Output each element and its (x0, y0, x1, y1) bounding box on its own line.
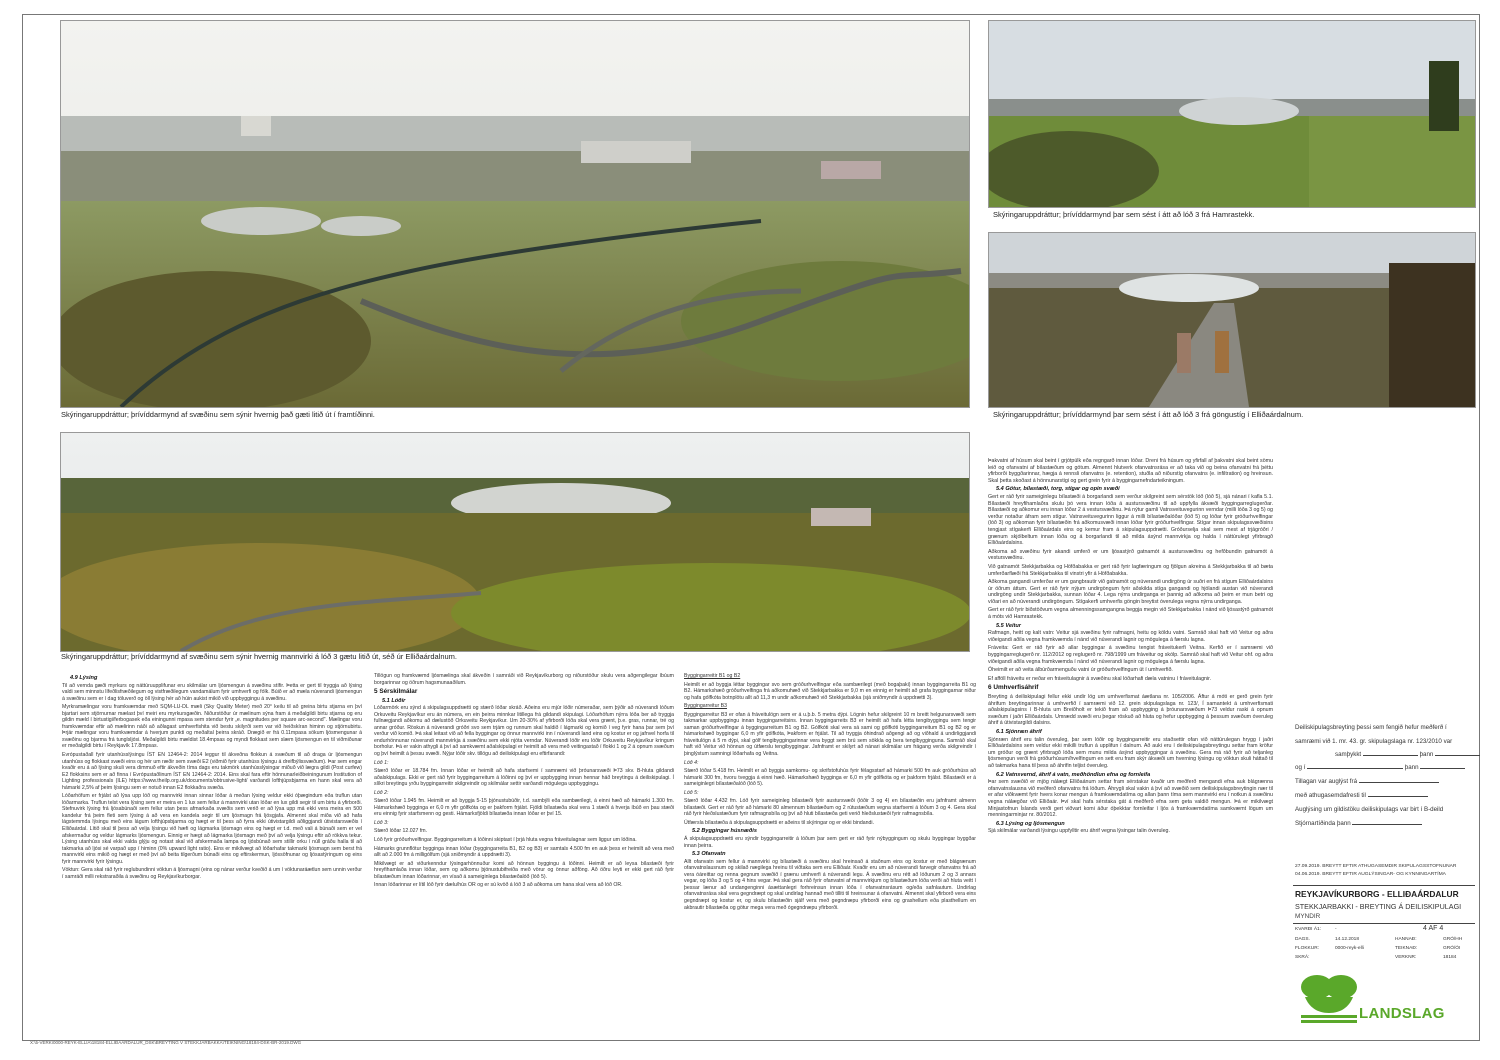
caption-hamrastekk: Skýringaruppdráttur; þrívíddarmynd þar sem sést í átt að lóð 3 frá Hamrastekk. (993, 210, 1255, 219)
hamrastekk-photo (988, 20, 1476, 208)
para: Innan lóðarinnar er lítil lóð fyrir dælu/hús OR og er sú kvöð á lóð 3 að aðkoma um hana skal vera að lóð OR. (374, 882, 623, 889)
label-lod-2: Lóð 2: (374, 789, 389, 796)
drawn-value: GRÓ/ÓI (1443, 946, 1461, 951)
heading-6-1: 6.1 Sjónræn áhrif (996, 728, 1042, 735)
drawn-label: TEIKNAÐ: (1395, 946, 1418, 951)
para: Stærð lóðar 4.432 fm. Lóð fyrir sameiginleg bílastæði fyrir austursvæði (lóðir 3 og 4) en bílastæðin eru jafnframt almenn bílastæði. Gert er ráð fyrir að hámarki 80 almennum bílastæðum og 2 rútustæðum vegna starfsemi á lóðum 3 og 4. Gera skal ráð fyrir hleðslustæðum fyrir rafmagnsbíla og því að hluti bílastæða geti verið hleðslustæði fyrir rafmagnsbíla. (684, 798, 976, 818)
para: Aðkoma að svæðinu fyrir akandi umferð er um ljósastýrð gatnamót á austursvæðinu og hefðbundin gatnamót á vestursvæðinu. (988, 548, 1273, 562)
approval-line-6: með athugasemdafresti til (1295, 792, 1428, 799)
designed-label: HANNAÐ: (1395, 937, 1417, 942)
caption-panorama: Skýringaruppdráttur; þrívíddarmynd af svæðinu sem sýnir hvernig mannvirki á lóð 3 gætu litið út, séð úr Elliðaárdalnum. (61, 652, 458, 661)
heading-5-2: 5.2 Byggingar húsnæðis (692, 828, 757, 835)
para: Stærð lóðar 12.027 fm. (374, 828, 428, 835)
para: Vöktun: Gera skal ráð fyrir reglubundinni vöktun á ljósmagni (eins og nánar verður kveðið á um í vöktunaráætlun sem unnin verður í samráði milli rekstraraðila á svæðinu og Reykjavíkurborgar. (62, 867, 362, 880)
logo-text: LANDSLAG (1359, 1005, 1445, 1022)
para: Rafmagn, heitt og kalt vatn: Veitur sjá svæðinu fyrir rafmagni, heitu og köldu vatni. Samráð skal haft við Veitur og aðra viðeigandi aðila vegna framkvæmda í nánd við núverandi lagnir og mögulega á færslu lagna. (988, 630, 1273, 643)
para: Þar sem svæðið er mjög nálægt Elliðaánum settar fram sérstakar kvaðir um meðferð mengandi efna auk blágrænna ofanvatnslausna við meðferð ofanvatns frá lóðum. Áhrygli skal vakin á því að svæðið sem deiliskipulagsbreytingin nær til er afar viðkvæmt fyrir hvers konar mengun á framkvæmdatíma og allan þann tíma sem mannvirki eru í notkun á svæðinu vegna nálægðar við Elliðaár. Því skal hafa sérstaka gát á meðferð efna sem geta valdið mengun. Þá er mikilvægt Minjastofnun Íslands verði gert viðvart komi áður óþekktar fornleifar í ljós á framkvæmdatíma samkvæmt lögum um menningarminjar nr. 80/2012. (988, 779, 1273, 819)
text-column-3 (684, 673, 976, 1023)
heading-5-5: 5.5 Veitur (996, 622, 1021, 629)
landslag-logo-icon (1295, 973, 1475, 1031)
para: Aðkoma gangandi umferðar er um gangbrautir við gatnamót og núverandi undirgöng úr suðri en frá stígum Elliðaárdalsins úr öðrum áttum. Gert er ráð fyrir nýjum undirgöngum fyrir aðskilda stíga gangandi og hjólandi austan við núverandi undirgöng undir Stekkjarbakka, sunnan lóðar 4. Lega nýrra undirganga er þannig að aðkoma að þeim er mun betri og víðari en að núverandi undirgöngum. Stígakerfi umhverfis göngin breytist óverulega vegna nýrra undirganga. (988, 579, 1273, 605)
org-title: REYKJAVÍKURBORG - ELLIÐAÁRDALUR (1295, 889, 1459, 899)
para: Til að vernda gæði myrkurs og náttúruupplifunar eru skilmálar um ljósmengun á svæðinu stífir. Þetta er gert til tryggja að lýsing valdi sem minnstu lífeðlisfræðilegum og vistfræðilegum vandamálum fyrir umhverfi og fólk. Búið er að mæla núverandi ljósmengun á svæðinu sem er í dag töluverð og öll lýsing hér að húin aukist mikið við uppbyggingu á svæðinu. (62, 682, 362, 702)
para: Breyting á deiliskipulagi fellur ekki undir lög um umhverfismat áætlana nr. 105/2006. Áftur á móti er gerð grein fyrir áhrifum breytingarinnar á umhverfið í samræmi við 12. grein skipulagslaga nr. 123/, Í samantekt á umhverfismati aðalskipulagsins í B-hluta um Breiðholt er tekið fram að uppbygging á þróunarsvæðum Þ73 veldur raski á opnum svæðum í jaðri Elliðaárdals. Umrædd svæði eru þegar röskuð að hluta og hefur uppbygging á þessum svæðum óveruleg áhrif á útivistargildi dalsins. (988, 694, 1273, 727)
para: Lóðarmörk eru sýnd á skipulagsuppdrætti og stærð lóðar skráð. Aðeins eru mjúr lóðir númeraðar, sem þýðir að núverandi lóðum Orkuveitu Reykjavíkur eru án númera, en ein þeirra minnkar litillega frá gildandi skipulagi. Lóðarhöfum nýrra lóða ber að tryggja fullnægjandi aðkomu að dælustöð Orkuveitu Reykjavíkur. Um 20-30% af yfirborði lóða skal vera grænt, þ.e. gras, runnar, tré og annar gróður. Röskun á núverandi gróðri svo sem trjám og runnum skal haldið í lágmarki og komið í veg fyrir hana þar sem því verður við komið. Þá skal leitast við að fella byggingar og önnur mannvirki inn í núverandi land eins og kostur er og jafnvel horfa til endurhönnunar núverandi mannvirkja á svæðinu sem ekki njóta verndar. Núverandi lóðir eru lóðir Orkuveitu Reykjavíkur kringum borholur. Þá er vakin athygli á því að samkvæmt aðalskipulagi er heimilt að vera með veitingastað í flokki 1 og 2 á opnum svæðum og því heimilt á þessu svæði. Nýjar lóðir skv. tillögu að deiliskipulagi eru eftirfarandi: (374, 705, 674, 758)
para: Sjónræn áhrif eru talin óveruleg, þar sem lóðir og byggingarreitir eru staðsettir ofan við náttúrulegan hrygg í jaðri Elliðaárdalsins sem veldur ekki mikilli truflun á upplifun í dalnum. Að auki eru í deiliskipulagsbreytingu settar fram kröfur um gróður og grænt yfirbragð lóða sem munu milda ásýnd uppbyggingar á svæðinu. Gera má ráð fyrir að teljanleg ljósmengun verði frá gróðurhúsum/hvelfingum en sett eru fram skýr ákvæði um hverning lýsingu og vöktun skuli háttað til að takmarka hana til þess að áhrifin teljist óveruleg. (988, 736, 1273, 769)
approval-line-8: Stjórnartíðinda þann (1295, 820, 1422, 827)
para: Á skipulagsuppdrætti eru sýndir byggingarreitir á lóðum þar sem gert er ráð fyrir nýbyggingum og skulu byggingar byggðar innan þeirra. (684, 836, 976, 849)
para: Allt ofanvatn sem fellur á mannvirki og bílastæði á svæðinu skal hreinsað á staðnum eins og kostur er með blágrænum ofanvatnslausnum og skilað nægilega hreinu til viðtaka sem eru Elliðaár. Kvaðir eru um að núverandi farvegir ofanvatns frá að vera óáreittar og renna gegnum svæðið í grænu umhverfi á núverandi legu. Á svæðinu eru rétt að lóðunum 2 og 3 annars vegar, og lóða 3 og 5 og 4 hins vegar. Þá skal gera ráð fyrir ofanvatni af mannvirkjum og bílastæðum lóða verði að hluta veitt í þessar lænur að undangenginni ásættanlegri forhreinsun innan lóða í ofanvatnsrásum og/eða safnlautum. Undirlag ofanvatnsrása skal vera gegndræpt og skal undirlag hannað með tilliti til hreinsunar á ofanvatni. Almennt skal yfirborð vera eins gegndræpt og kostur er, og skulu bílastæðin sjálf vera með gegndræpu yfirborði eins og grashellum eða plasthellum en akbrautir bílastæða og götur mega vera með ógegndræpu yfirborði. (684, 858, 976, 911)
project-title: STEKKJARBAKKI - BREYTING Á DEILISKIPULAGI (1295, 902, 1462, 911)
para: Tillögun og framkvæmd ljósmælinga skal ákveðin í samráði við Reykjavíkurborg og niðurstöður skulu vera aðgengilegar íbúum borgarinnar og öðrum hagsmunaaðilum. (374, 673, 674, 686)
heading-4-9: 4.9 Lýsing (70, 675, 98, 681)
heading-6: 6 Umhverfisáhrif (988, 684, 1039, 692)
para: Lóð fyrir gróðurhvelfingar. Byggingarreitum á lóðinni skiptast í þrjá hluta vegna fráveitulagnar sem liggur um lóðina. (374, 837, 637, 844)
title-block (1295, 885, 1475, 1035)
sheet-number: 4 AF 4 (1423, 925, 1444, 932)
para: Lóðarhöfum er frjálst að lýsa upp lóð og mannvirki innan sinnar lóðar á meðan lýsing veldur ekki óþægindum eða truflun utan lóðarmarka. Truflun telst vera lýsing sem er meira en 1 lux sem fellur á mannvirki utan lóðar en lux gildi segir til um birtu á yfirborði. Stefnuvirk lýsing frá ljósabúnaði sem fellur utan þess afmarkaða svæðis sem verið er að lýsa upp má ekki vera meira en 500 kandelur frá þeim fleti sem lýsing á að vera en kandela segir til um ljósmagn frá ljósgjafa. Almennt skal miða við að hafa lágstemmda lýsingu með eins lágum lofthjúpsbjarma og hægt er til þess að fyrra ekki útivistargildi aðliggjandi útivistarsvæðis í Elliðaárdal. Lítið skal til þess að velja lýsingu við hæfi og lágmarka ljósmagn eins og hægt er t.d. með vali á búnaði sem er vel afskermaður og veldur lágmarks ljósmengun. Einnig er hægt að lágmarka ljósmagn með því að velja lýsingu eftir að rökkva tekur. Lýsing utanhúss skal ekki valda glýju og notast skal við afskermaða lampa og ljósbúnað sem stillir orku í núll gráðu halla til að takmarka að ljósi sé varpað upp í himinn (0% upward light ratio). Eins er mikilvægt að lóðarhafar takmarki ljósmagn sem berst frá mannvirki eins mikið og hægt er með því að beita tilgerðum búnaði eins og eftirskermun, ljóssöfnunar og ljósastýringum og eins fyrir mannvirki fyrir lýsingu. (62, 793, 362, 865)
category-label: FLOKKUR: (1295, 946, 1319, 951)
revision-1: 27.09.2019. BREYTT EFTIR ATHUGASEMDIR SKIPULAGSSTOFNUNAR (1295, 864, 1457, 869)
approval-line-2: samræmi við 1. mr. 43. gr. skipulagslaga nr. 123/2010 var (1295, 738, 1453, 745)
para: Gert er ráð fyrir biðstöðvum vegna almenningssamgangna beggja megin við Stekkjarbakka í nánd við ljósastýrð gatnamót á móts við Hamrastekk. (988, 607, 1273, 621)
label-lod-4: Lóð 4: (684, 759, 699, 766)
para: Stærð lóðar 1.945 fm. Heimilt er að byggja 5-15 þjónustubúðir, t.d. sambýli eða sambærilegt, á einni hæð að hámarki 1.300 fm. Hámarkshæð bygginga er 6,0 m yfir gólfkóta og er þakform frjálst. Fjöldi bílastæða skal vera 1 stæði á hverja íbúð en þau stæði eru einnig fyrir starfsmenn og gesti. Hámarksfjöldi bílastæða innan lóðar er því 15. (374, 798, 674, 818)
scale-value: - (1335, 927, 1337, 932)
label-lod-5: Lóð 5: (684, 789, 699, 796)
heading-6-2: 6.2 Vatnsvernd, áhrif á vatn, meðhöndlun efna og fornleifa (996, 771, 1151, 778)
label-lod-3: Lóð 3: (374, 819, 389, 826)
category-value: 0000-reyk-elli (1335, 946, 1364, 951)
caption-aerial: Skýringaruppdráttur; þrívíddarmynd af svæðinu sem sýnir hvernig það gæti litið út í framtíðinni. (61, 410, 375, 419)
approval-line-3: samþykkt þann (1295, 751, 1480, 758)
sheet-title: MYNDIR (1295, 913, 1321, 920)
para: Hámarks grunnflötur bygginga innan lóðar (byggingarreita B1, B2 og B3) er samtals 4.500 fm en auk þess er heimilt að vera með allt að 2.000 fm á milligólfum (sjá sniðmyndir á uppdrætti 3). (374, 845, 674, 859)
para: Myrkramælingar voru framkvæmdar með SQM-LU-DL mæli (Sky Quality Meter) með 20° keilu til að greina birtu stjarna en því bjartari sem stjörnurnar mælast því meiri eru myrkursgæðin. Niðurstöður úr mælinum sýna fram á meðalgildi birtu stjarna og eru gildin mæld í birtustigi/ferbogasek eða einingunni mpasa sem stendur fyrir „e. magnitudes per square arc-second". Mælingar voru framkvæmdar eftir að mælirinn náði að aðlagast umhverfishita við bestu skilyrði sem var við heiðskíran himinn og stjörnubirtu. Þrjár mælingar voru framkvæmdar á hverjum punkti og meðaltal þeirra skráð. Drægið er frá 0.11mpasa sökum ljósmengunar á svæðinu og bjarma frá tunglsljósi. Meðalgildi birtu mældist 18.4mpsas og myndi flokkast sem slæm ljósmengun en til viðmiðunar er meðalgildi birtu í Reykjavík 17.8mpsas. (62, 704, 362, 750)
subheading-b3: Byggingarreitur B3 (684, 703, 727, 710)
heading-6-3: 6.3 Lýsing og ljósmengun (996, 820, 1065, 827)
heading-5-1: 5.1 Lóðir (382, 697, 406, 704)
scale-label: KVARÐI Á1: (1295, 927, 1322, 932)
approval-line-1: Deiliskipulagsbreyting þessi sem fengið hefur meðferð í (1295, 724, 1447, 731)
para: Við gatnamót Stekkjarbakka og Höfðabakka er gert ráð fyrir lagfæringum og fjölgun akreina á Stekkjarbakka til að bæta umferðarflæði frá Stekkjarbakka til vinstri yfir á Höfðabakka. (988, 563, 1273, 577)
para: Mikilvægt er að viðurkenndur lýsingarhönnuður komi að hönnun byggingu á lóðinni. Heimilt er að leysa bílastæði fyrir hreyfihamlaða innan lóðar, sem og aðkomu þjónustubifreiða með vörur og önnur aðföng. Að öðru leyti er ekki gert ráð fyrir bílastæðum innan lóðarinnar, en vísað á sameiginlega bílastæðalóð (lóð 5). (374, 860, 674, 880)
heading-5-4: 5.4 Götur, bílastæði, torg, stígar og opin svæði (996, 486, 1120, 493)
date-value: 14.12.2018 (1335, 937, 1360, 942)
approval-line-7: Auglýsing um gildistöku deiliskipulags var birt í B-deild (1295, 806, 1444, 813)
text-column-1 (62, 673, 362, 1023)
para: Gert er ráð fyrir sameiginlegu bílastæði á borgarlandi sem verður skilgreint sem sérstök lóð (lóð 5), sjá nánari í kafla 5.1. Bílastæði hreyfihamlaðra skulu þó vera innan lóða á austursvæðinu til að uppfylla ákvæði byggingarreglugerðar. Bílastæði og aðkomur eru innan lóðar 2 á vestursvæðinu. Þá nýtur gamli Vatnsveituvegurinn verndar (milli lóða 3 og 5) og verður notaður áfram sem stígur. Vatnsveituvegurinn liggur á milli bílastæðalóðar (lóð 5) og lóðar fyrir gróðurhvelfingar (lóð 3) og aðkoman fyrir bílastæðin frá aðkomusvæði innan lóðar fyrir gróðurhvelfingar. Stígar innan skipulagssvæðisins tengjast stígakerfi Elliðaárdals eins og kemur fram á skipulagsuppdrætti. Gróðurselja skal sem mest af trjágróðri / grænum skjólbeltum innan lóða og á borgarlandi til að milda ásýnd mannvirkja og halda í náttúrulegt yfirbragð Elliðaárdalsins. (988, 493, 1273, 547)
approval-line-5: Tillagan var auglýst frá (1295, 778, 1439, 785)
heading-5-3: 5.3 Ofanvatn (692, 851, 726, 858)
approval-block (1295, 724, 1475, 849)
label-lod-1: Lóð 1: (374, 759, 389, 766)
para: Þakvatni af húsum skal beint í grjótpúlk eða regngarð innan lóðar. Dreni frá húsum og yfirfall af þakvatni skal beint sömu leið og ofanvatni af bílastæðum og götum. Almennt hlutverk ofanvatnsrása er að taka við og beina ofanvatni frá þéttu yfirborði byggðarinnar, hægja á rennsli ofanvatns (e. retention), stuðla að niðurstíg ofanvatns (e. infiltration) og hreinsun. Skal þetta skoðast á hönnunarstigi og gert grein fyrir á byggingarnefndarteikningum. (988, 458, 1273, 484)
approval-line-4: og í þann (1295, 764, 1465, 771)
para: Stærð lóðar er 18.784 fm. Innan lóðar er heimilt að hafa starfsemi í samræmi við þróunarsvæði Þ73 skv. B-hluta gildandi aðalskipulags. Ekki er gert ráð fyrir byggingarreitum á lóðinni og því er uppbygging innan hennar háð breytingu á deiliskipulagi. Í slíkri breytingu yrðu byggingarreitir skilgreindir og skilmálar settir varðandi mögulega uppbyggingu. (374, 768, 674, 788)
panorama-photo (60, 432, 970, 652)
heading-5: 5 Sérskilmálar (374, 688, 418, 696)
date-label: DAGS. (1295, 937, 1310, 942)
para: Heimilt er að byggja léttar byggingar svo sem gróðurhvelfingar eða sambærilegt (með bogaþaki) innan byggingarreita B1 og B2. Hámarkshæð gróðurhvelfinga frá aðkomuhæð við Stekkjarbakka er 9,0 m en einnig er heimilt að grafa byggingarnar niður og hafa gólfkóta botnplötu allt að 11,3 m undir aðkomuhæð við Stekkjarbakka (sjá sniðmyndir á uppdrætti 3). (684, 681, 976, 701)
landslag-logo (1295, 973, 1475, 1031)
file-label: SKRÁ: (1295, 955, 1310, 960)
para: Ef afföll fráveitu er neðar en fráveitulagnir á svæðinu skal lóðarhafi dæla vatninu í fráveitulagnir. (988, 675, 1212, 682)
job-number-value: 18184 (1443, 955, 1457, 960)
path-photo (988, 232, 1476, 408)
para: Byggingarreitur B3 er ofan á fráveitulögn sem er á u.þ.b. 5 metra dýpi. Lögnin hefur skilgreint 10 m breitt helgunarsvæði sem takmarkar uppbyggingu innan byggingarreitsins. Innan byggingarreits B3 er heimilt að hafa létta tengibyggingu sem tengir saman gróðurhvelfingar á byggingarreitum B1 og B2. Gólfkóti skal vera sá sami og gólfkóti byggingarreitum B1 og B2 og er hámarkshæð byggingar 6,0 m yfir gólfkóta, Þakform er frjálst. Til að tryggja óhindrað aðgengi að og viðhald á undirliggjandi fráveitulögn á 5 m dýpi, skal gólf tengibyggingarinnar vera byggt sem brú sem sökkla og bera tengibygginguna. Samráð skal haft við Veitur við hönnun og útfærslu tengibyggingar. Jafnframt er skilyrt að nánari skilmálar um frágang verða skilgreindir í þinglýstum samningi lóðarhafa og Veitna. (684, 711, 976, 758)
para: Stærð lóðar 5.418 fm. Heimilt er að byggja samkomu- og skrifstofuhús fyrir félagsstarf að hámarki 500 fm auk gróðurhúss að hámarki 300 fm, hvoru tveggja á einni hæð. Hámarkshæð bygginga er 6,0 m yfir gólfkóta og er þakform frjálst. Bílastæði er á sameiginlegri bílastæðalóð (lóð 5). (684, 768, 976, 788)
file-path-footer: X:\5-VERK\0000-REYK-ELLIA\18184-ELLIÐAÁRDALUR_DSK\BREYTING V STEKKJARBAKKA\TEIKNING\18184-DSK-BR-2019.DWG (30, 1040, 302, 1045)
para: Evrópustaðall fyrir utanhússlýsingu ÍST EN 12464-2: 2014 leggur til ákveðna flokkun á svæðum til að draga úr ljósmengun utanhúss og flokkast svæði eins og hér um ræðir sem svæði E2 (viðmið fyrir utanhúss lýsingu á dreifbýlissvæðum). Þar sem engar kvaðir eru á að lýsing skuli vera dimmuð eftir ákveðin tíma dags eru takmörk utanhússlýsingar miðuð við lægra gildi (Post curfew) E2 flokksins sem er að finna í Evrópustaðlinum ÍST EN 12464-2: 2014. Eins skal fara eftir hönnunarleiðbeiningunum Institution of Lighting professionals (ILE) https://www.theilp.org.uk/documents/obtrusive-light/ varðandi lofthjúpsbjarma en hann skal vera að hámarki 2,5% af þeim lýsingu sem er notuð innan E2 flokkaðra svæða. (62, 752, 362, 791)
subheading-b1-b2: Byggingarreitir B1 og B2 (684, 673, 741, 679)
para: Útfærsla bílastæða á skipulagsuppdrætti er aðeins til skýringar og er ekki bindandi. (684, 819, 875, 826)
caption-path: Skýringaruppdráttur; þrívíddarmynd þar sem sést í átt að lóð 3 frá göngustíg í Elliðaárdalnum. (993, 410, 1304, 419)
para: Sjá skilmálar varðandi lýsingu uppfylltir eru áhrif vegna lýsingar talin óveruleg. (988, 828, 1170, 835)
text-column-2 (374, 673, 674, 1023)
job-number-label: VERKNR: (1395, 955, 1417, 960)
aerial-render-photo (60, 20, 970, 408)
text-column-4 (988, 458, 1273, 1026)
para: Óheimilt er að veita álbúrðarmenguðu vatni úr gróðurhvelfingum út í umhverfið. (988, 667, 1173, 674)
designed-value: GRÓ/HH (1443, 937, 1463, 942)
para: Fráveita: Gert er ráð fyrir að allar byggingar á svæðinu tengist fráveitukerfi Veitna. Kerfið er í samræmi við byggingarreglugerð nr. 112/2012 og reglugerð nr. 798/1999 um fráveitur og skólp. Samráð skal haft við Veitur ohf. og aðra viðeigandi aðila vegna framkvæmda í nánd við núverandi lagnir og mögulega á færslu lagna. (988, 645, 1273, 665)
revision-2: 04.06.2019. BREYTT EFTIR AUGLÝSINGAR- OG KYNNINGARTÍMA (1295, 872, 1446, 877)
